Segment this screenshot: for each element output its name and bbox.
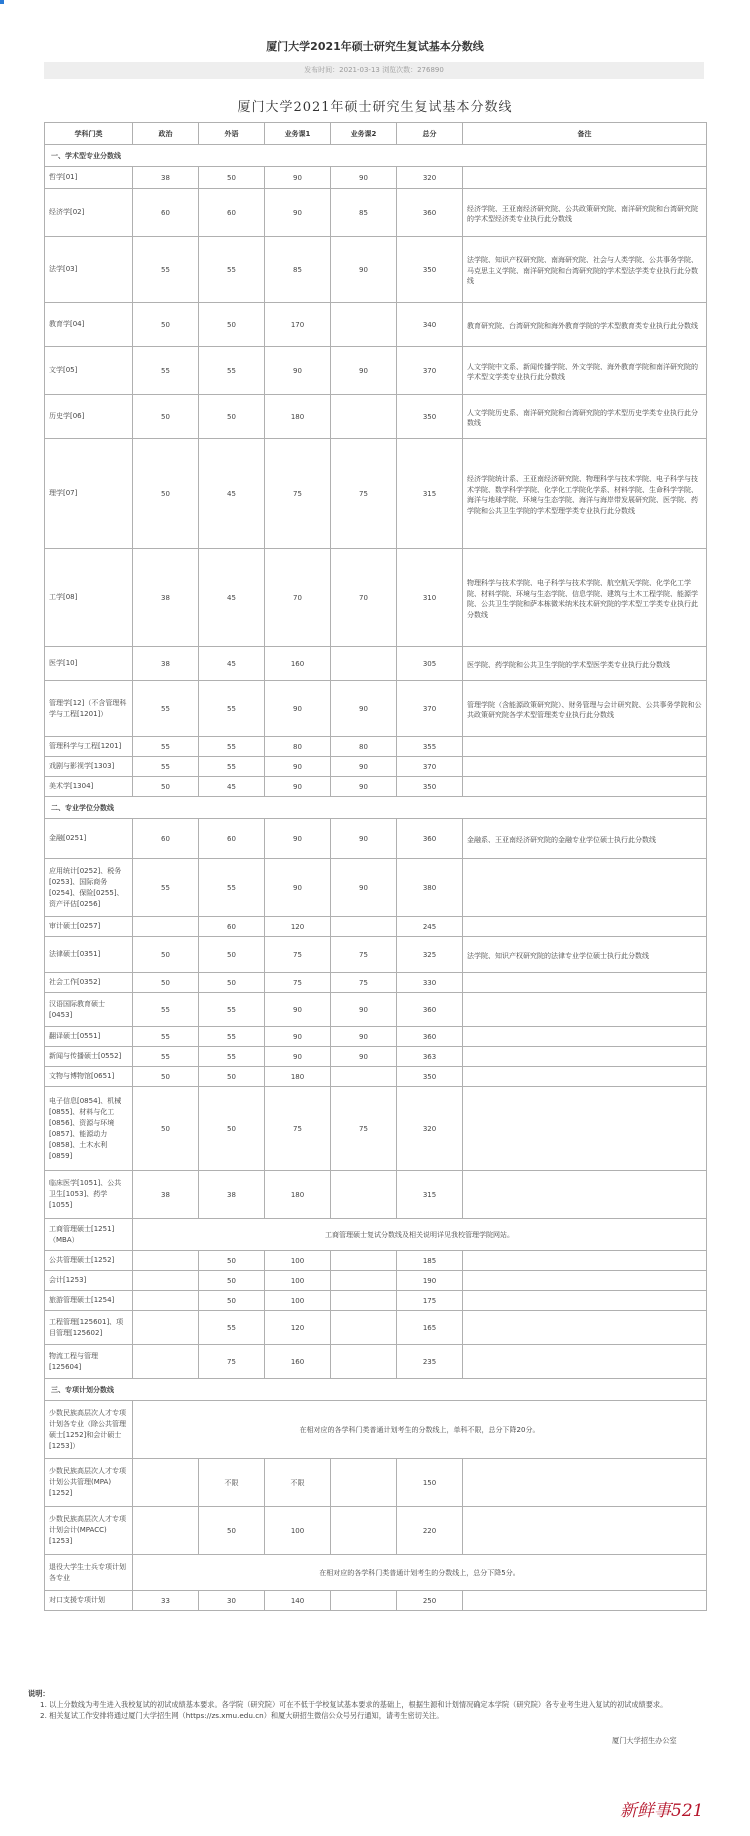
remarks-cell: 法学院、知识产权研究院的法律专业学位硕士执行此分数线 bbox=[463, 937, 707, 973]
politics-cell: 55 bbox=[133, 1027, 199, 1047]
category-cell: 少数民族高层次人才专项计划各专业（除公共管理硕士[1252]和会计硕士[1253]） bbox=[45, 1401, 133, 1459]
remarks-cell bbox=[463, 917, 707, 937]
category-cell: 新闻与传播硕士[0552] bbox=[45, 1047, 133, 1067]
subject-1-cell: 75 bbox=[265, 937, 331, 973]
category-cell: 教育学[04] bbox=[45, 303, 133, 347]
table-row bbox=[45, 1345, 707, 1379]
table-row bbox=[45, 819, 707, 859]
total-cell: 360 bbox=[397, 819, 463, 859]
category-cell: 工程管理[125601]、项目管理[125602] bbox=[45, 1311, 133, 1345]
total-cell: 250 bbox=[397, 1591, 463, 1611]
remarks-cell bbox=[463, 1271, 707, 1291]
table-row bbox=[45, 777, 707, 797]
foreign-language-cell: 50 bbox=[199, 1271, 265, 1291]
subject-2-cell: 80 bbox=[331, 737, 397, 757]
subject-2-cell bbox=[331, 647, 397, 681]
subject-2-cell: 90 bbox=[331, 1027, 397, 1047]
foreign-language-cell: 75 bbox=[199, 1345, 265, 1379]
politics-cell: 33 bbox=[133, 1591, 199, 1611]
foreign-language-cell: 45 bbox=[199, 647, 265, 681]
subject-2-cell bbox=[331, 303, 397, 347]
politics-cell: 38 bbox=[133, 1171, 199, 1219]
subject-1-cell: 70 bbox=[265, 549, 331, 647]
subject-2-cell: 75 bbox=[331, 439, 397, 549]
foreign-language-cell: 50 bbox=[199, 1291, 265, 1311]
remarks-cell bbox=[463, 1251, 707, 1271]
remarks-cell bbox=[463, 777, 707, 797]
table-row bbox=[45, 757, 707, 777]
foreign-language-cell: 50 bbox=[199, 937, 265, 973]
subject-2-cell bbox=[331, 1459, 397, 1507]
table-row bbox=[45, 1047, 707, 1067]
foreign-language-cell: 55 bbox=[199, 1047, 265, 1067]
foreign-language-cell: 55 bbox=[199, 681, 265, 737]
subject-1-cell: 120 bbox=[265, 1311, 331, 1345]
category-cell: 应用统计[0252]、税务[0253]、国际商务[0254]、保险[0255]、资产评估[0256] bbox=[45, 859, 133, 917]
total-cell: 175 bbox=[397, 1291, 463, 1311]
table-row bbox=[45, 1027, 707, 1047]
total-cell: 245 bbox=[397, 917, 463, 937]
politics-cell: 55 bbox=[133, 347, 199, 395]
total-cell: 315 bbox=[397, 1171, 463, 1219]
category-cell: 金融[0251] bbox=[45, 819, 133, 859]
remarks-cell: 教育研究院、台湾研究院和海外教育学院的学术型教育类专业执行此分数线 bbox=[463, 303, 707, 347]
table-row bbox=[45, 973, 707, 993]
table-row bbox=[45, 1171, 707, 1219]
politics-cell: 50 bbox=[133, 395, 199, 439]
subject-1-cell: 不限 bbox=[265, 1459, 331, 1507]
notes-heading: 说明： bbox=[28, 1689, 50, 1698]
category-cell: 戏剧与影视学[1303] bbox=[45, 757, 133, 777]
subject-1-cell: 75 bbox=[265, 439, 331, 549]
category-cell: 退役大学生士兵专项计划各专业 bbox=[45, 1555, 133, 1591]
subject-1-cell: 100 bbox=[265, 1251, 331, 1271]
category-cell: 哲学[01] bbox=[45, 167, 133, 189]
total-cell: 320 bbox=[397, 167, 463, 189]
table-row bbox=[45, 937, 707, 973]
subject-1-cell: 80 bbox=[265, 737, 331, 757]
subject-2-cell: 70 bbox=[331, 549, 397, 647]
politics-cell: 50 bbox=[133, 439, 199, 549]
politics-cell: 50 bbox=[133, 937, 199, 973]
table-row bbox=[45, 1087, 707, 1171]
remarks-cell: 人文学院中文系、新闻传播学院、外文学院、海外教育学院和南洋研究院的学术型文学类专业执行此分数线 bbox=[463, 347, 707, 395]
politics-cell: 50 bbox=[133, 973, 199, 993]
publish-meta: 发布时间：2021-03-13 浏览次数：276890 bbox=[44, 62, 704, 79]
subject-2-cell: 85 bbox=[331, 189, 397, 237]
subject-1-cell: 140 bbox=[265, 1591, 331, 1611]
total-cell: 380 bbox=[397, 859, 463, 917]
table-row bbox=[45, 647, 707, 681]
table-row bbox=[45, 917, 707, 937]
total-cell: 350 bbox=[397, 777, 463, 797]
header-foreign-language: 外语 bbox=[199, 123, 265, 145]
subject-2-cell: 90 bbox=[331, 819, 397, 859]
total-cell: 325 bbox=[397, 937, 463, 973]
section-row bbox=[45, 1379, 707, 1401]
total-cell: 350 bbox=[397, 1067, 463, 1087]
foreign-language-cell: 50 bbox=[199, 167, 265, 189]
total-cell: 360 bbox=[397, 993, 463, 1027]
foreign-language-cell: 60 bbox=[199, 917, 265, 937]
remarks-cell: 人文学院历史系、南洋研究院和台湾研究院的学术型历史学类专业执行此分数线 bbox=[463, 395, 707, 439]
table-row bbox=[45, 1311, 707, 1345]
total-cell: 360 bbox=[397, 189, 463, 237]
category-cell: 理学[07] bbox=[45, 439, 133, 549]
subject-1-cell: 90 bbox=[265, 777, 331, 797]
politics-cell: 55 bbox=[133, 859, 199, 917]
subject-2-cell: 90 bbox=[331, 167, 397, 189]
table-row bbox=[45, 1555, 707, 1591]
subject-2-cell: 75 bbox=[331, 937, 397, 973]
category-cell: 旅游管理硕士[1254] bbox=[45, 1291, 133, 1311]
politics-cell: 50 bbox=[133, 1067, 199, 1087]
foreign-language-cell: 50 bbox=[199, 1067, 265, 1087]
subject-1-cell: 90 bbox=[265, 819, 331, 859]
remarks-cell: 经济学院统计系、王亚南经济研究院、物理科学与技术学院、电子科学与技术学院、数学科学学院、化学化工学院化学系、材料学院、生命科学学院、海洋与地球学院、环境与生态学院、海洋与海岸带发展研究院、医学院、药学院和公共卫生学院的学术型理学类专业执行此分数线 bbox=[463, 439, 707, 549]
category-cell: 临床医学[1051]、公共卫生[1053]、药学[1055] bbox=[45, 1171, 133, 1219]
remarks-cell bbox=[463, 1507, 707, 1555]
foreign-language-cell: 55 bbox=[199, 237, 265, 303]
foreign-language-cell: 55 bbox=[199, 347, 265, 395]
table-row bbox=[45, 681, 707, 737]
politics-cell: 55 bbox=[133, 1047, 199, 1067]
category-cell: 公共管理硕士[1252] bbox=[45, 1251, 133, 1271]
remarks-cell: 管理学院（含能源政策研究院）、财务管理与会计研究院、公共事务学院和公共政策研究院各学术型管理类专业执行此分数线 bbox=[463, 681, 707, 737]
category-cell: 管理科学与工程[1201] bbox=[45, 737, 133, 757]
remarks-cell bbox=[463, 1087, 707, 1171]
remarks-cell bbox=[463, 737, 707, 757]
politics-cell bbox=[133, 1459, 199, 1507]
foreign-language-cell: 50 bbox=[199, 1087, 265, 1171]
category-cell: 管理学[12]（不含管理科学与工程[1201]） bbox=[45, 681, 133, 737]
category-cell: 经济学[02] bbox=[45, 189, 133, 237]
subject-1-cell: 90 bbox=[265, 189, 331, 237]
category-cell: 历史学[06] bbox=[45, 395, 133, 439]
total-cell: 310 bbox=[397, 549, 463, 647]
table-row bbox=[45, 1459, 707, 1507]
politics-cell: 50 bbox=[133, 777, 199, 797]
politics-cell bbox=[133, 917, 199, 937]
section-title: 二、专业学位分数线 bbox=[45, 797, 707, 819]
remarks-cell: 物理科学与技术学院、电子科学与技术学院、航空航天学院、化学化工学院、材料学院、环境与生态学院、信息学院、建筑与土木工程学院、能源学院、公共卫生学院和萨本栋微米纳米技术研究院的学术型工学类专业执行此分数线 bbox=[463, 549, 707, 647]
document-title: 厦门大学2021年硕士研究生复试基本分数线 bbox=[237, 100, 513, 115]
remarks-cell bbox=[463, 859, 707, 917]
foreign-language-cell: 45 bbox=[199, 439, 265, 549]
politics-cell: 50 bbox=[133, 303, 199, 347]
total-cell: 350 bbox=[397, 237, 463, 303]
subject-1-cell: 160 bbox=[265, 647, 331, 681]
merged-note-cell: 在相对应的各学科门类普通计划考生的分数线上，单科不限，总分下降20分。 bbox=[133, 1401, 707, 1459]
total-cell: 370 bbox=[397, 681, 463, 737]
total-cell: 350 bbox=[397, 395, 463, 439]
category-cell: 医学[10] bbox=[45, 647, 133, 681]
signoff: 厦门大学招生办公室 bbox=[612, 1736, 677, 1745]
total-cell: 340 bbox=[397, 303, 463, 347]
watermark: 新鲜事521 bbox=[620, 1801, 704, 1821]
category-cell: 少数民族高层次人才专项计划公共管理(MPA)[1252] bbox=[45, 1459, 133, 1507]
total-cell: 330 bbox=[397, 973, 463, 993]
remarks-cell bbox=[463, 973, 707, 993]
category-cell: 工商管理硕士[1251]（MBA） bbox=[45, 1219, 133, 1251]
subject-1-cell: 90 bbox=[265, 1027, 331, 1047]
politics-cell: 38 bbox=[133, 549, 199, 647]
subject-1-cell: 180 bbox=[265, 395, 331, 439]
remarks-cell bbox=[463, 993, 707, 1027]
subject-1-cell: 90 bbox=[265, 347, 331, 395]
table-row bbox=[45, 1067, 707, 1087]
politics-cell bbox=[133, 1291, 199, 1311]
subject-2-cell: 75 bbox=[331, 973, 397, 993]
section-row bbox=[45, 145, 707, 167]
foreign-language-cell: 55 bbox=[199, 737, 265, 757]
subject-1-cell: 170 bbox=[265, 303, 331, 347]
table-row bbox=[45, 1591, 707, 1611]
subject-2-cell bbox=[331, 1291, 397, 1311]
remarks-cell bbox=[463, 1345, 707, 1379]
foreign-language-cell: 30 bbox=[199, 1591, 265, 1611]
politics-cell bbox=[133, 1345, 199, 1379]
table-row bbox=[45, 1401, 707, 1459]
remarks-cell bbox=[463, 1171, 707, 1219]
subject-1-cell: 90 bbox=[265, 993, 331, 1027]
remarks-cell bbox=[463, 1291, 707, 1311]
score-table bbox=[44, 122, 707, 1611]
total-cell: 150 bbox=[397, 1459, 463, 1507]
table-row bbox=[45, 347, 707, 395]
politics-cell: 38 bbox=[133, 167, 199, 189]
remarks-cell bbox=[463, 1047, 707, 1067]
remarks-cell bbox=[463, 757, 707, 777]
politics-cell: 55 bbox=[133, 237, 199, 303]
total-cell: 320 bbox=[397, 1087, 463, 1171]
foreign-language-cell: 55 bbox=[199, 1311, 265, 1345]
subject-2-cell bbox=[331, 1251, 397, 1271]
subject-1-cell: 180 bbox=[265, 1171, 331, 1219]
category-cell: 文学[05] bbox=[45, 347, 133, 395]
subject-1-cell: 180 bbox=[265, 1067, 331, 1087]
category-cell: 少数民族高层次人才专项计划会计(MPACC)[1253] bbox=[45, 1507, 133, 1555]
subject-2-cell bbox=[331, 1271, 397, 1291]
foreign-language-cell: 38 bbox=[199, 1171, 265, 1219]
politics-cell bbox=[133, 1271, 199, 1291]
foreign-language-cell: 45 bbox=[199, 777, 265, 797]
table-row bbox=[45, 439, 707, 549]
foreign-language-cell: 55 bbox=[199, 1027, 265, 1047]
subject-2-cell: 90 bbox=[331, 757, 397, 777]
subject-1-cell: 85 bbox=[265, 237, 331, 303]
table-row bbox=[45, 993, 707, 1027]
total-cell: 305 bbox=[397, 647, 463, 681]
politics-cell: 55 bbox=[133, 993, 199, 1027]
category-cell: 电子信息[0854]、机械[0855]、材料与化工[0856]、资源与环境[0857]、能源动力[0858]、土木水利[0859] bbox=[45, 1087, 133, 1171]
category-cell: 工学[08] bbox=[45, 549, 133, 647]
subject-1-cell: 90 bbox=[265, 859, 331, 917]
total-cell: 315 bbox=[397, 439, 463, 549]
subject-1-cell: 100 bbox=[265, 1291, 331, 1311]
subject-2-cell: 90 bbox=[331, 237, 397, 303]
category-cell: 法学[03] bbox=[45, 237, 133, 303]
table-row bbox=[45, 549, 707, 647]
table-row bbox=[45, 737, 707, 757]
note-item: 2. 相关复试工作安排将通过厦门大学招生网（https://zs.xmu.edu.cn）和厦大研招生微信公众号另行通知，请考生密切关注。 bbox=[40, 1711, 444, 1720]
subject-1-cell: 75 bbox=[265, 1087, 331, 1171]
total-cell: 190 bbox=[397, 1271, 463, 1291]
foreign-language-cell: 50 bbox=[199, 973, 265, 993]
table-row bbox=[45, 1507, 707, 1555]
politics-cell: 55 bbox=[133, 737, 199, 757]
foreign-language-cell: 50 bbox=[199, 1507, 265, 1555]
politics-cell: 60 bbox=[133, 819, 199, 859]
politics-cell: 55 bbox=[133, 681, 199, 737]
category-cell: 文物与博物馆[0651] bbox=[45, 1067, 133, 1087]
subject-2-cell: 90 bbox=[331, 681, 397, 737]
table-row bbox=[45, 189, 707, 237]
foreign-language-cell: 60 bbox=[199, 189, 265, 237]
table-row bbox=[45, 1291, 707, 1311]
category-cell: 汉语国际教育硕士[0453] bbox=[45, 993, 133, 1027]
subject-1-cell: 100 bbox=[265, 1507, 331, 1555]
subject-2-cell bbox=[331, 395, 397, 439]
politics-cell: 60 bbox=[133, 189, 199, 237]
subject-2-cell: 90 bbox=[331, 347, 397, 395]
notes bbox=[28, 1688, 718, 1721]
foreign-language-cell: 55 bbox=[199, 859, 265, 917]
table-row bbox=[45, 303, 707, 347]
category-cell: 物流工程与管理[125604] bbox=[45, 1345, 133, 1379]
header-total: 总分 bbox=[397, 123, 463, 145]
merged-note-cell: 在相对应的各学科门类普通计划考生的分数线上，总分下降5分。 bbox=[133, 1555, 707, 1591]
politics-cell bbox=[133, 1507, 199, 1555]
header-subject-2: 业务课2 bbox=[331, 123, 397, 145]
section-title: 一、学术型专业分数线 bbox=[45, 145, 707, 167]
foreign-language-cell: 45 bbox=[199, 549, 265, 647]
table-row bbox=[45, 167, 707, 189]
remarks-cell bbox=[463, 1067, 707, 1087]
total-cell: 185 bbox=[397, 1251, 463, 1271]
total-cell: 220 bbox=[397, 1507, 463, 1555]
header-category: 学科门类 bbox=[45, 123, 133, 145]
subject-2-cell bbox=[331, 1591, 397, 1611]
header-politics: 政治 bbox=[133, 123, 199, 145]
subject-2-cell: 90 bbox=[331, 859, 397, 917]
politics-cell: 50 bbox=[133, 1087, 199, 1171]
foreign-language-cell: 50 bbox=[199, 395, 265, 439]
table-row bbox=[45, 237, 707, 303]
foreign-language-cell: 50 bbox=[199, 303, 265, 347]
subject-1-cell: 120 bbox=[265, 917, 331, 937]
total-cell: 363 bbox=[397, 1047, 463, 1067]
remarks-cell bbox=[463, 1459, 707, 1507]
politics-cell bbox=[133, 1311, 199, 1345]
subject-1-cell: 90 bbox=[265, 681, 331, 737]
table-row bbox=[45, 859, 707, 917]
total-cell: 360 bbox=[397, 1027, 463, 1047]
subject-1-cell: 75 bbox=[265, 973, 331, 993]
merged-note-cell: 工商管理硕士复试分数线及相关说明详见我校管理学院网站。 bbox=[133, 1219, 707, 1251]
category-cell: 社会工作[0352] bbox=[45, 973, 133, 993]
remarks-cell: 法学院、知识产权研究院、南海研究院、社会与人类学院、公共事务学院、马克思主义学院、南洋研究院和台湾研究院的学术型法学类专业执行此分数线 bbox=[463, 237, 707, 303]
remarks-cell: 金融系、王亚南经济研究院的金融专业学位硕士执行此分数线 bbox=[463, 819, 707, 859]
table-row bbox=[45, 1219, 707, 1251]
foreign-language-cell: 55 bbox=[199, 757, 265, 777]
table-row bbox=[45, 1251, 707, 1271]
subject-2-cell bbox=[331, 1345, 397, 1379]
subject-2-cell: 90 bbox=[331, 993, 397, 1027]
category-cell: 会计[1253] bbox=[45, 1271, 133, 1291]
remarks-cell bbox=[463, 1027, 707, 1047]
subject-1-cell: 160 bbox=[265, 1345, 331, 1379]
politics-cell bbox=[133, 1251, 199, 1271]
subject-2-cell bbox=[331, 1171, 397, 1219]
politics-cell: 38 bbox=[133, 647, 199, 681]
page-title: 厦门大学2021年硕士研究生复试基本分数线 bbox=[266, 40, 484, 53]
subject-1-cell: 100 bbox=[265, 1271, 331, 1291]
table-row bbox=[45, 1271, 707, 1291]
category-cell: 翻译硕士[0551] bbox=[45, 1027, 133, 1047]
section-title: 三、专项计划分数线 bbox=[45, 1379, 707, 1401]
subject-1-cell: 90 bbox=[265, 1047, 331, 1067]
corner-mark bbox=[0, 0, 4, 4]
remarks-cell: 经济学院、王亚南经济研究院、公共政策研究院、南洋研究院和台湾研究院的学术型经济类专业执行此分数线 bbox=[463, 189, 707, 237]
category-cell: 美术学[1304] bbox=[45, 777, 133, 797]
subject-2-cell: 90 bbox=[331, 1047, 397, 1067]
section-row bbox=[45, 797, 707, 819]
total-cell: 370 bbox=[397, 347, 463, 395]
remarks-cell bbox=[463, 167, 707, 189]
foreign-language-cell: 不限 bbox=[199, 1459, 265, 1507]
total-cell: 235 bbox=[397, 1345, 463, 1379]
foreign-language-cell: 55 bbox=[199, 993, 265, 1027]
total-cell: 370 bbox=[397, 757, 463, 777]
subject-2-cell bbox=[331, 1311, 397, 1345]
table-row bbox=[45, 395, 707, 439]
category-cell: 对口支援专项计划 bbox=[45, 1591, 133, 1611]
table-header-row bbox=[45, 123, 707, 145]
subject-2-cell bbox=[331, 1507, 397, 1555]
category-cell: 审计硕士[0257] bbox=[45, 917, 133, 937]
category-cell: 法律硕士[0351] bbox=[45, 937, 133, 973]
foreign-language-cell: 60 bbox=[199, 819, 265, 859]
total-cell: 355 bbox=[397, 737, 463, 757]
subject-2-cell bbox=[331, 917, 397, 937]
subject-2-cell bbox=[331, 1067, 397, 1087]
politics-cell: 55 bbox=[133, 757, 199, 777]
subject-2-cell: 75 bbox=[331, 1087, 397, 1171]
remarks-cell bbox=[463, 1311, 707, 1345]
foreign-language-cell: 50 bbox=[199, 1251, 265, 1271]
header-remarks: 备注 bbox=[463, 123, 707, 145]
remarks-cell bbox=[463, 1591, 707, 1611]
header-subject-1: 业务课1 bbox=[265, 123, 331, 145]
remarks-cell: 医学院、药学院和公共卫生学院的学术型医学类专业执行此分数线 bbox=[463, 647, 707, 681]
subject-1-cell: 90 bbox=[265, 167, 331, 189]
subject-1-cell: 90 bbox=[265, 757, 331, 777]
subject-2-cell: 90 bbox=[331, 777, 397, 797]
note-item: 1. 以上分数线为考生进入我校复试的初试成绩基本要求。各学院（研究院）可在不低于学校复试基本要求的基础上，根据生源和计划情况确定本学院（研究院）各专业考生进入复试的初试成绩要求。 bbox=[40, 1700, 668, 1709]
total-cell: 165 bbox=[397, 1311, 463, 1345]
